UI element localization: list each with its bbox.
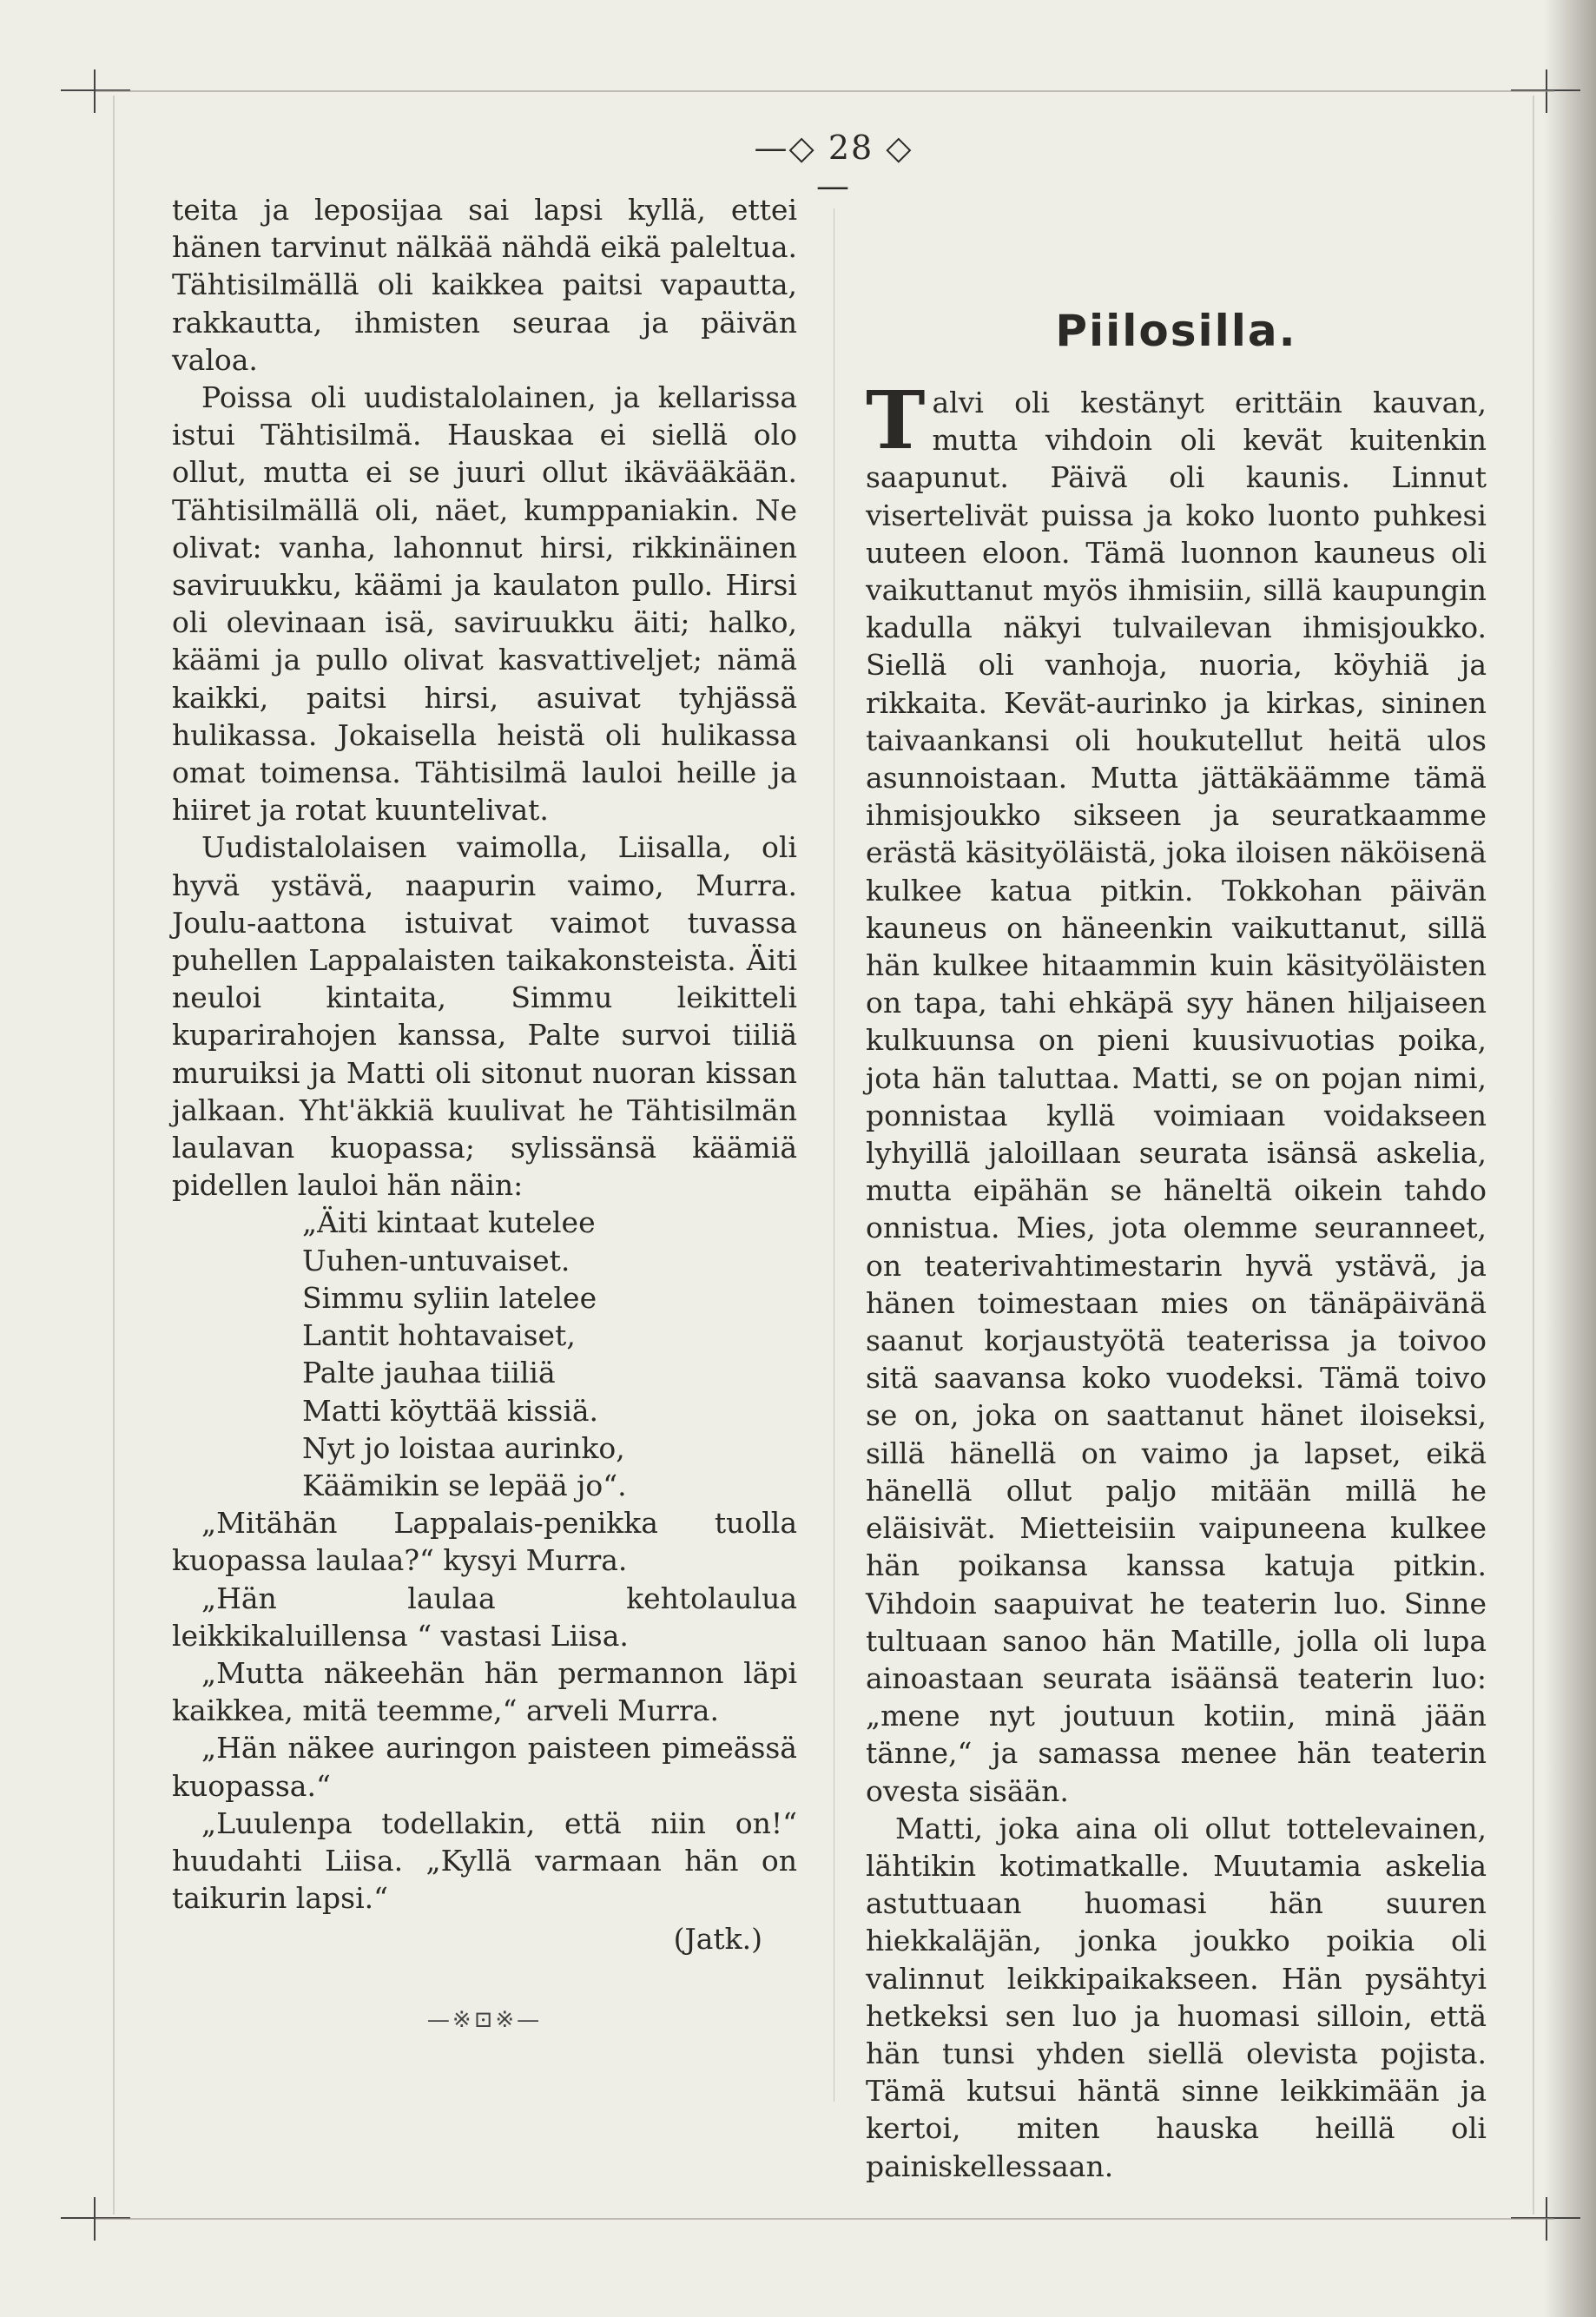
paragraph: „Mitähän Lappalais-penikka tuolla kuopassa laulaa?“ kysyi Murra.	[172, 1506, 797, 1578]
header-ornament-left: —◇	[754, 129, 816, 167]
page-edge-shadow	[1544, 0, 1596, 2317]
right-column	[866, 373, 1487, 2185]
poem-line: Lantit hohtavaiset,	[302, 1318, 576, 1353]
poem-line: „Äiti kintaat kutelee	[302, 1205, 596, 1240]
trim-line-right	[1533, 96, 1534, 2215]
poem-line: Uuhen-untuvaiset.	[302, 1243, 570, 1277]
paragraph: „Mutta näkeehän hän permannon läpi kaikkea, mitä teemme,“ arveli Murra.	[172, 1655, 797, 1728]
left-column	[172, 191, 797, 2039]
header-ornament-right: ◇—	[816, 129, 913, 205]
poem-line: Matti köyttää kissiä.	[302, 1393, 599, 1428]
paragraph: „Hän näkee auringon paisteen pimeässä kuopassa.“	[172, 1731, 797, 1803]
paragraph	[866, 373, 1487, 1810]
page-number: 28	[828, 129, 874, 167]
poem-line: Nyt jo loistaa aurinko,	[302, 1430, 625, 1465]
poem	[302, 1204, 797, 1504]
paragraph: Uudistalolaisen vaimolla, Liisalla, oli hyvä ystävä, naapurin vaimo, Murra. Joulu-aattona istuivat vaimot tuvassa puhellen Lappalaisten taikakonsteista. Äiti neuloi kintaita, Simmu leikitteli kuparirahojen kanssa, Palte survoi tiiliä muruiksi ja Matti oli sitonut nuoran kissan jalkaan. Yht'äkkiä kuulivat he Tähtisilmän laulavan kuopassa; sylissänsä käämiä pidellen lauloi hän näin:	[172, 830, 797, 1203]
drop-cap: T	[866, 373, 926, 467]
paragraph: „Hän laulaa kehtolaulua leikkikaluillensa “ vastasi Liisa.	[172, 1581, 797, 1653]
continued-note: (Jatk.)	[673, 1922, 762, 1957]
section-ornament: —※⊡※—	[426, 2006, 543, 2033]
paragraph: Poissa oli uudistalolainen, ja kellarissa istui Tähtisilmä. Hauskaa ei siellä olo ollut, mutta ei se juuri ollut ikävääkään. Tähtisilmällä oli, näet, kumppaniakin. Ne olivat: vanha, lahonnut hirsi, rikkinäinen saviruukku, käämi ja kaulaton pullo. Hirsi oli olevinaan isä, saviruukku äiti; halko, käämi ja pullo olivat kasvattiveljet; nämä kaikki, paitsi hirsi, asuivat tyhjässä hulikassa. Jokaisella heistä oli hulikassa omat toimensa. Tähtisilmä lauloi heille ja hiiret ja rotat kuuntelivat.	[172, 380, 797, 828]
poem-line: Simmu syliin latelee	[302, 1280, 597, 1315]
paragraph: Matti, joka aina oli ollut tottelevainen, lähtikin kotimatkalle. Muutamia askelia astuttuaan huomasi hän suuren hiekkaläjän, jonka joukko poikia oli valinnut leikkipaikakseen. Hän pysähtyi hetkeksi sen luo ja huomasi silloin, että hän tunsi yhden siellä olevista pojista. Tämä kutsui häntä sinne leikkimään ja kertoi, miten hauska heillä oli painiskellessaan.	[866, 1811, 1487, 2183]
trim-line-bottom	[96, 2218, 1554, 2220]
poem-line: Käämikin se lepää jo“.	[302, 1468, 627, 1502]
paragraph-text: alvi oli kestänyt erittäin kauvan, mutta vihdoin oli kevät kuitenkin saapunut. Päivä oli kaunis. Linnut visertelivät puissa ja koko luonto puhkesi uuteen eloon. Tämä luonnon kauneus oli vaikuttanut myös ihmisiin, sillä kaupungin kadulla näkyi tulvailevan ihmisjoukko. Siellä oli vanhoja, nuoria, köyhiä ja rikkaita. Kevät-aurinko ja kirkas, sininen taivaankansi oli houkutellut heitä ulos asunnoistaan. Mutta jättäkäämme tämä ihmisjoukko sikseen ja seuratkaamme erästä käsityöläistä, joka iloisen näköisenä kulkee katua pitkin. Tokkohan päivän kauneus on häneenkin vaikuttanut, sillä hän kulkee hitaammin kuin käsityöläisten on tapa, tahi ehkäpä syy hänen hiljaiseen kulkuunsa on pieni kuusivuotias poika, jota hän taluttaa. Matti, se on pojan nimi, ponnistaa kyllä voimiaan voidakseen lyhyillä jaloillaan seurata isänsä askelia, mutta eipähän se häneltä oikein tahdo onnistua. Mies, jota olemme seuranneet, on teaterivahtimestarin hyvä ystävä, ja hänen toimestaan mies on tänäpäivänä saanut korjaustyötä teaterissa ja toivoo sitä saavansa koko vuodeksi. Tämä toivo se on, joka on saattanut hänet iloiseksi, sillä hänellä on vaimo ja lapset, eikä hänellä ollut paljo mitään millä he eläisivät. Mietteisiin vaipuneena kulkee hän poikansa kanssa katuja pitkin. Vihdoin saapuivat he teaterin luo. Sinne tultuaan sanoo hän Matille, jolla oli lupa ainoastaan seurata isäänsä teaterin luo: „mene nyt joutuun kotiin, minä jään tänne,“ ja samassa menee hän teaterin ovesta sisään.	[866, 386, 1487, 1808]
trim-line-top	[96, 90, 1554, 92]
trim-line-left	[113, 96, 115, 2215]
paragraph: teita ja leposijaa sai lapsi kyllä, ettei hänen tarvinut nälkää nähdä eikä paleltua. Tähtisilmällä oli kaikkea paitsi vapautta, rakkautta, ihmisten seuraa ja päivän valoa.	[172, 193, 797, 377]
paragraph: „Luulenpa todellakin, että niin on!“ huudahti Liisa. „Kyllä varmaan hän on taikurin lapsi.“	[172, 1805, 797, 1916]
poem-line: Palte jauhaa tiiliä	[302, 1356, 556, 1390]
article-title: Piilosilla.	[1055, 306, 1297, 356]
